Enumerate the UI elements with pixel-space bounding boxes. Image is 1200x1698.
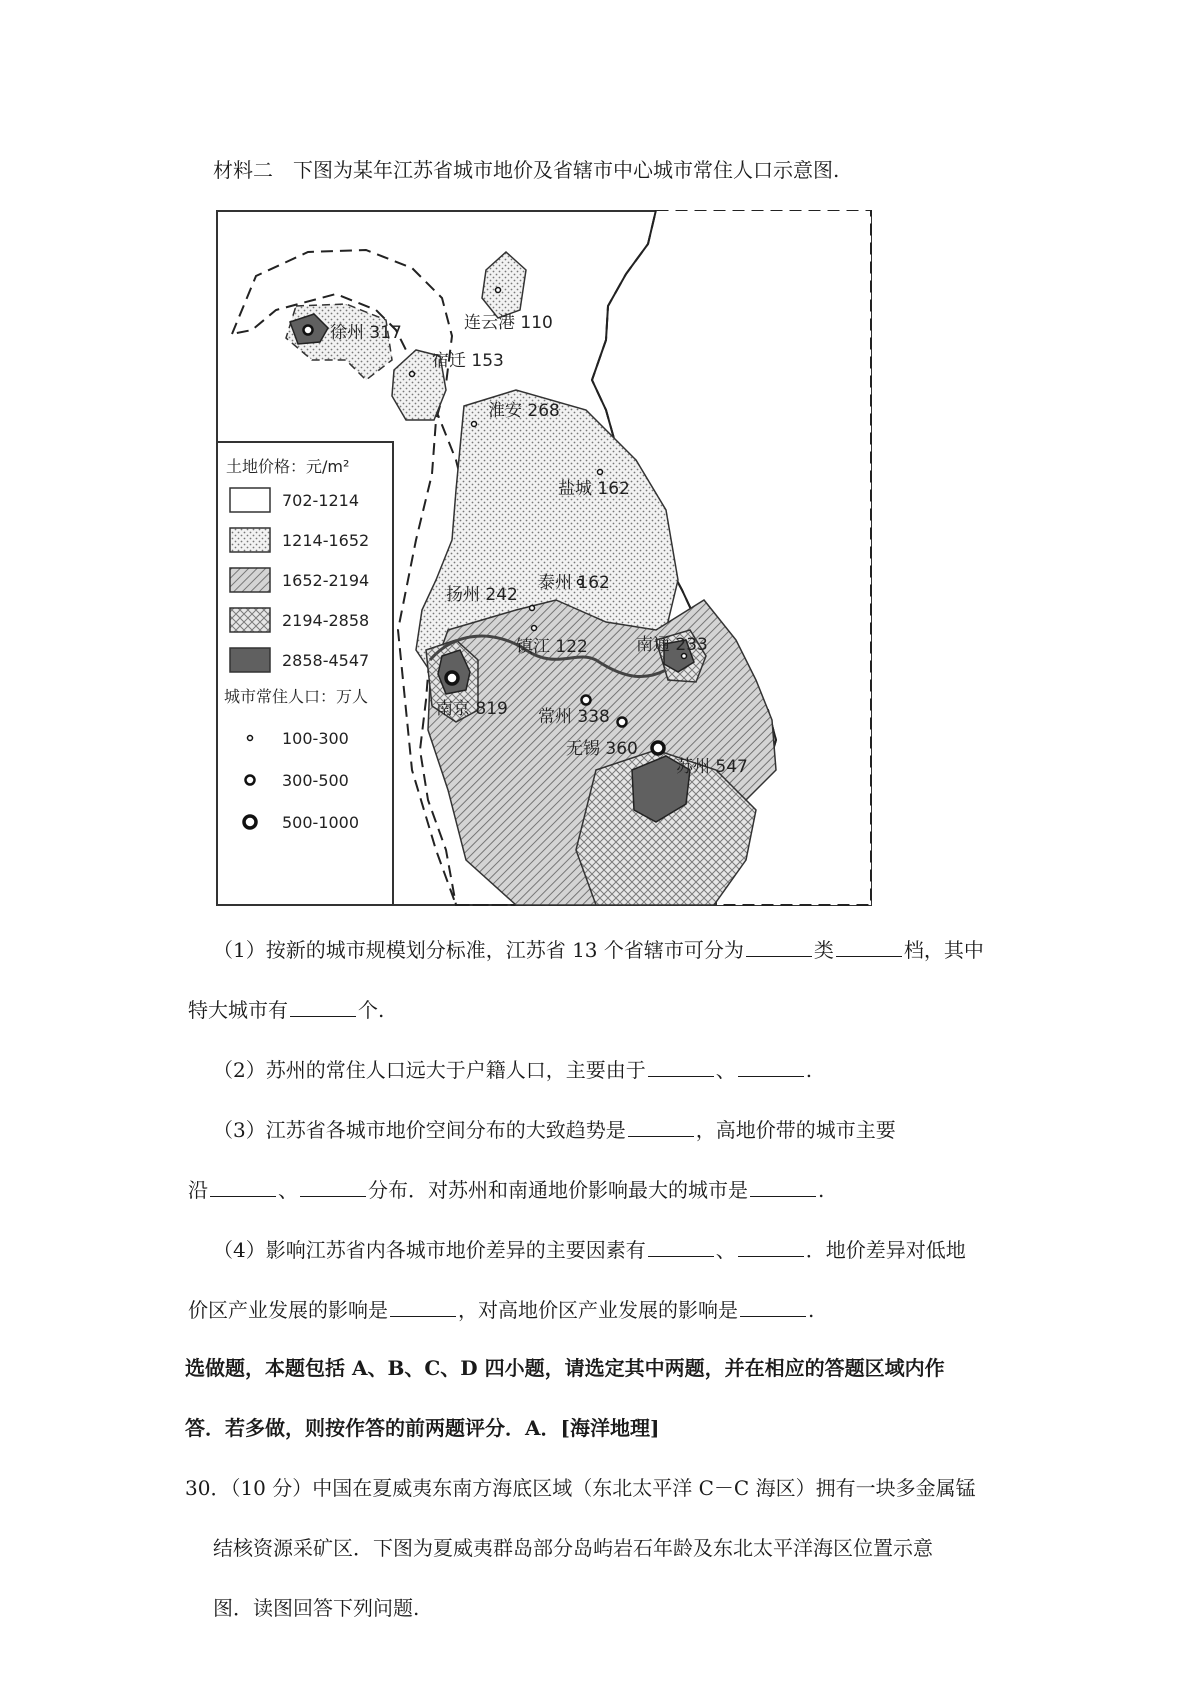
q4-text-d: 价区产业发展的影响是 <box>188 1298 388 1322</box>
q2-text-c: . <box>805 1058 813 1082</box>
material-heading: 材料二 下图为某年江苏省城市地价及省辖市中心城市常住人口示意图. <box>213 158 840 182</box>
q4-text-b: 、 <box>715 1238 736 1262</box>
city-label: 盐城 162 <box>558 479 630 499</box>
q1-text-b: 类 <box>813 938 834 962</box>
q4-blank-2[interactable] <box>738 1236 804 1257</box>
q3-blank-4[interactable] <box>750 1176 816 1197</box>
city-label: 常州 338 <box>538 707 610 727</box>
q1-text-d: 特大城市有 <box>188 998 288 1022</box>
question-1-line1 <box>213 936 984 964</box>
legend-pop-marker <box>246 776 255 785</box>
legend-swatch-white <box>230 488 270 512</box>
city-marker <box>446 672 458 684</box>
city-marker <box>532 626 537 631</box>
q3-blank-3[interactable] <box>300 1176 366 1197</box>
city-marker <box>530 606 535 611</box>
city-marker <box>598 470 603 475</box>
city-label: 淮安 268 <box>488 401 560 421</box>
city-label: 连云港 110 <box>464 313 553 333</box>
map-legend <box>217 442 393 905</box>
city-label: 镇江 122 <box>516 637 588 657</box>
q4-text-a: （4）影响江苏省内各城市地价差异的主要因素有 <box>213 1238 646 1262</box>
city-label: 扬州 242 <box>446 585 518 605</box>
legend-swatch-cross <box>230 608 270 632</box>
legend-swatch-hatch <box>230 568 270 592</box>
legend-pop-label: 300-500 <box>282 771 349 790</box>
legend-price-label: 1652-2194 <box>282 571 370 590</box>
legend-swatch-dark <box>230 648 270 672</box>
q1-text-e: 个. <box>358 998 385 1022</box>
q3-text-f: . <box>818 1178 825 1202</box>
q1-blank-3[interactable] <box>290 996 356 1017</box>
elective-instructions-line1: 选做题，本题包括 A、B、C、D 四小题，请选定其中两题，并在相应的答题区域内作 <box>185 1356 945 1380</box>
legend-pop-label: 500-1000 <box>282 813 360 832</box>
q2-text-b: 、 <box>715 1058 736 1082</box>
city-label: 泰州 162 <box>538 573 610 593</box>
legend-pop-label: 100-300 <box>282 729 349 748</box>
legend-pop-marker <box>244 816 256 828</box>
question-4-line1 <box>213 1236 966 1264</box>
question-30-line2: 结核资源采矿区．下图为夏威夷群岛部分岛屿岩石年龄及东北太平洋海区位置示意 <box>213 1536 933 1560</box>
q3-text-c: 沿 <box>188 1178 208 1202</box>
city-marker <box>304 326 313 335</box>
city-marker <box>472 422 477 427</box>
city-marker <box>652 742 664 754</box>
q2-blank-2[interactable] <box>738 1056 804 1077</box>
legend-price-label: 1214-1652 <box>282 531 370 550</box>
elective-instructions-line2: 答．若多做，则按作答的前两题评分．A．[海洋地理] <box>185 1416 660 1440</box>
q1-blank-1[interactable] <box>746 936 812 957</box>
q3-blank-2[interactable] <box>210 1176 276 1197</box>
q1-text-a: （1）按新的城市规模划分标准，江苏省 13 个省辖市可分为 <box>213 938 744 962</box>
q3-blank-1[interactable] <box>628 1116 694 1137</box>
city-label: 无锡 360 <box>566 739 638 759</box>
legend-pop-marker <box>248 736 253 741</box>
city-label: 南通 233 <box>636 635 708 655</box>
q4-blank-3[interactable] <box>390 1296 456 1317</box>
q4-blank-4[interactable] <box>740 1296 806 1317</box>
q1-text-c: 档，其中 <box>903 938 984 962</box>
city-label: 徐州 317 <box>330 323 402 343</box>
city-marker <box>582 696 591 705</box>
city-label: 南京 819 <box>436 699 508 719</box>
jiangsu-land-price-map <box>216 210 872 906</box>
question-30-line1: 30．（10 分）中国在夏威夷东南方海底区域（东北太平洋 C－C 海区）拥有一块多金属锰 <box>185 1476 976 1500</box>
q2-blank-1[interactable] <box>648 1056 714 1077</box>
city-label: 宿迁 153 <box>432 351 504 371</box>
q3-text-a: （3）江苏省各城市地价空间分布的大致趋势是 <box>213 1118 626 1142</box>
q4-text-e: ，对高地价区产业发展的影响是 <box>458 1298 738 1322</box>
city-marker <box>410 372 415 377</box>
question-3-line1 <box>213 1116 896 1144</box>
legend-swatch-dots <box>230 528 270 552</box>
q4-text-f: . <box>808 1298 815 1322</box>
city-label: 苏州 547 <box>676 757 748 777</box>
city-marker <box>496 288 501 293</box>
legend-price-label: 2858-4547 <box>282 651 370 670</box>
legend-pop-title: 城市常住人口：万人 <box>224 687 369 706</box>
question-30-line3: 图．读图回答下列问题. <box>213 1596 420 1620</box>
question-4-line2 <box>188 1296 814 1324</box>
city-南通 <box>636 635 708 659</box>
question-1-line2 <box>188 996 384 1024</box>
q3-text-d: 、 <box>278 1178 298 1202</box>
city-泰州 <box>538 573 610 593</box>
q4-text-c: ．地价差异对低地 <box>805 1238 966 1262</box>
q2-text-a: （2）苏州的常住人口远大于户籍人口，主要由于 <box>213 1058 646 1082</box>
q3-text-b: ，高地价带的城市主要 <box>695 1118 896 1142</box>
question-3-line2 <box>188 1176 824 1204</box>
legend-price-label: 2194-2858 <box>282 611 370 630</box>
city-marker <box>618 718 627 727</box>
q4-blank-1[interactable] <box>648 1236 714 1257</box>
legend-price-title: 土地价格：元/m² <box>226 457 350 476</box>
legend-price-label: 702-1214 <box>282 491 360 510</box>
q3-text-e: 分布．对苏州和南通地价影响最大的城市是 <box>368 1178 748 1202</box>
question-2 <box>213 1056 812 1084</box>
q1-blank-2[interactable] <box>836 936 902 957</box>
